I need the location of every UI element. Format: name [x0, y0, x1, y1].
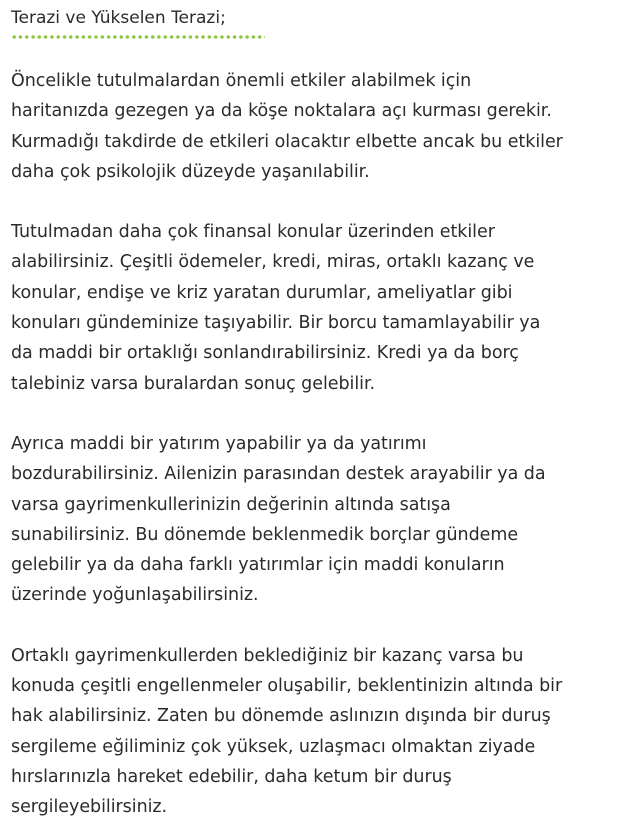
section-heading: Terazi ve Yükselen Terazi; — [11, 8, 226, 28]
text-line: konuları gündeminize taşıyabilir. Bir borcu tamamlayabilir ya — [11, 313, 541, 334]
text-line: sergileme eğiliminiz çok yüksek, uzlaşmacı olmaktan ziyade — [11, 736, 536, 757]
text-line: sergileyebilirsiniz. — [11, 797, 168, 818]
text-line: konuda çeşitli engellenmeler oluşabilir, beklentinizin altında bir — [11, 676, 563, 697]
article-body — [11, 66, 634, 823]
text-line: Tutulmadan daha çok finansal konular üzerinden etkiler — [11, 222, 495, 243]
paragraph-3 — [11, 429, 634, 611]
paragraph-1 — [11, 66, 634, 187]
paragraph-2 — [11, 217, 634, 399]
text-line: sunabilirsiniz. Bu dönemde beklenmedik borçlar gündeme — [11, 524, 519, 545]
paragraph-4 — [11, 641, 634, 823]
text-line: üzerinde yoğunlaşabilirsiniz. — [11, 585, 259, 606]
text-line: Kurmadığı takdirde de etkileri olacaktır elbette ancak bu etkiler — [11, 131, 563, 152]
text-line: bozdurabilirsiniz. Ailenizin parasından destek arayabilir ya da — [11, 464, 546, 485]
text-line: da maddi bir ortaklığı sonlandırabilirsiniz. Kredi ya da borç — [11, 343, 519, 364]
text-line: hak alabilirsiniz. Zaten bu dönemde aslınızın dışında bir duruş — [11, 706, 551, 727]
text-line: haritanızda gezegen ya da köşe noktalara açı kurması gerekir. — [11, 101, 552, 122]
text-line: daha çok psikolojik düzeyde yaşanılabilir. — [11, 161, 370, 182]
text-line: konular, endişe ve kriz yaratan durumlar, ameliyatlar gibi — [11, 282, 513, 303]
text-line: Ayrıca maddi bir yatırım yapabilir ya da yatırımı — [11, 433, 427, 454]
text-line: varsa gayrimenkullerinizin değerinin altında satışa — [11, 494, 451, 515]
text-line: gelebilir ya da daha farklı yatırımlar için maddi konuların — [11, 555, 505, 576]
text-line: hırslarınızla hareket edebilir, daha ketum bir duruş — [11, 766, 452, 787]
text-line: Öncelikle tutulmalardan önemli etkiler alabilmek için — [11, 71, 472, 91]
text-line: Ortaklı gayrimenkullerden beklediğiniz bir kazanç varsa bu — [11, 645, 524, 666]
dotted-divider — [11, 34, 265, 40]
text-line: alabilirsiniz. Çeşitli ödemeler, kredi, miras, ortaklı kazanç ve — [11, 252, 535, 273]
text-line: talebiniz varsa buralardan sonuç gelebilir. — [11, 373, 376, 394]
